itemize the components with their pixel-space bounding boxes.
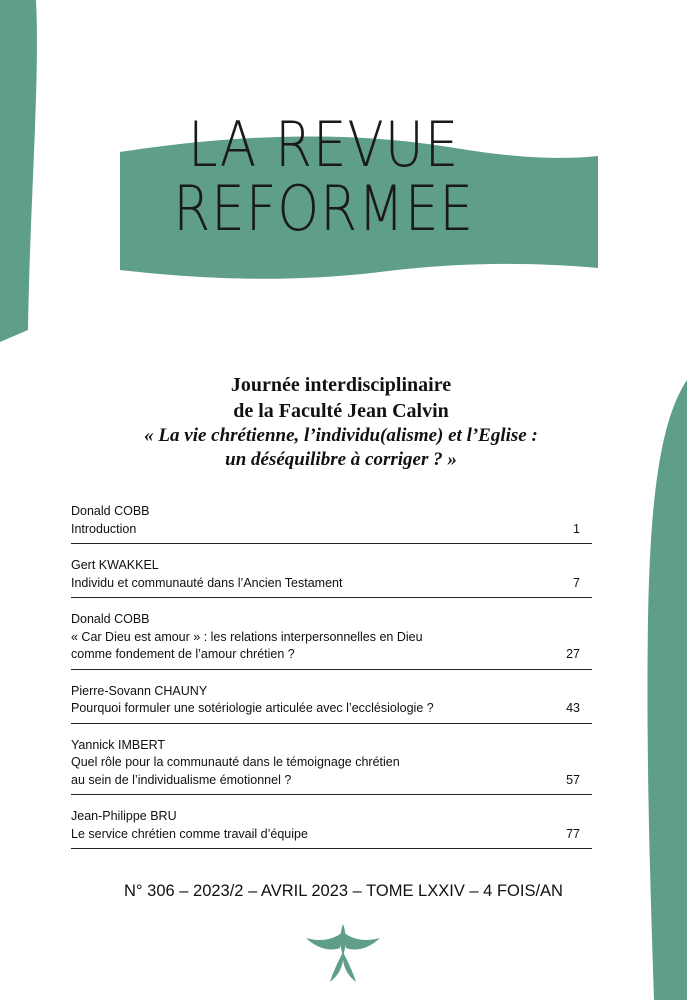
- toc-title-cont: au sein de l’individualisme émotionnel ?: [71, 772, 292, 787]
- toc-entry: [71, 556, 592, 598]
- toc-title-cont: comme fondement de l’amour chrétien ?: [71, 647, 295, 661]
- toc-page: 57: [566, 772, 580, 787]
- toc-author: Donald COBB: [71, 504, 150, 518]
- toc-page: 1: [573, 521, 580, 536]
- toc-entry: [71, 502, 592, 544]
- toc-page: 77: [566, 826, 580, 841]
- toc-title: Introduction: [71, 521, 137, 536]
- toc-author: Yannick IMBERT: [71, 737, 166, 752]
- left-stripe: [0, 0, 37, 342]
- dove-emblem-icon: [306, 924, 380, 982]
- headline-quote-2: un déséquilibre à corriger ? »: [225, 449, 457, 470]
- toc-page: 43: [566, 701, 580, 715]
- toc-title: Individu et communauté dans l’Ancien Testament: [71, 575, 343, 590]
- table-of-contents: [71, 502, 592, 861]
- journal-masthead: [143, 108, 504, 245]
- headline-title-1: Journée interdisciplinaire: [230, 374, 452, 396]
- toc-title: Quel rôle pour la communauté dans le témoignage chrétien: [71, 755, 400, 769]
- toc-page: 27: [566, 647, 580, 661]
- issue-info-line: N° 306 – 2023/2 – AVRIL 2023 – TOME LXXIV – 4 FOIS/AN: [124, 882, 563, 900]
- toc-title: « Car Dieu est amour » : les relations interpersonnelles en Dieu: [71, 629, 423, 644]
- masthead-line-1: LA REVUE: [188, 108, 460, 181]
- toc-entry: [71, 610, 592, 670]
- toc-title: Pourquoi formuler une sotériologie articulée avec l’ecclésiologie ?: [71, 701, 434, 715]
- toc-entry: [71, 682, 592, 724]
- headline-title-2: de la Faculté Jean Calvin: [233, 400, 449, 422]
- toc-title: Le service chrétien comme travail d’équipe: [71, 826, 308, 841]
- masthead-line-2: REFORMEE: [173, 172, 474, 245]
- toc-author: Donald COBB: [71, 612, 150, 626]
- headline-quote-1: « La vie chrétienne, l’individu(alisme) et l’Eglise :: [144, 425, 538, 446]
- toc-entry: [71, 736, 592, 796]
- toc-entry: [71, 807, 592, 849]
- issue-headline: [80, 372, 602, 472]
- toc-author: Pierre-Sovann CHAUNY: [71, 683, 208, 698]
- right-stripe: [647, 380, 687, 1000]
- toc-author: Gert KWAKKEL: [71, 558, 159, 572]
- toc-page: 7: [573, 575, 580, 590]
- toc-author: Jean-Philippe BRU: [71, 809, 177, 823]
